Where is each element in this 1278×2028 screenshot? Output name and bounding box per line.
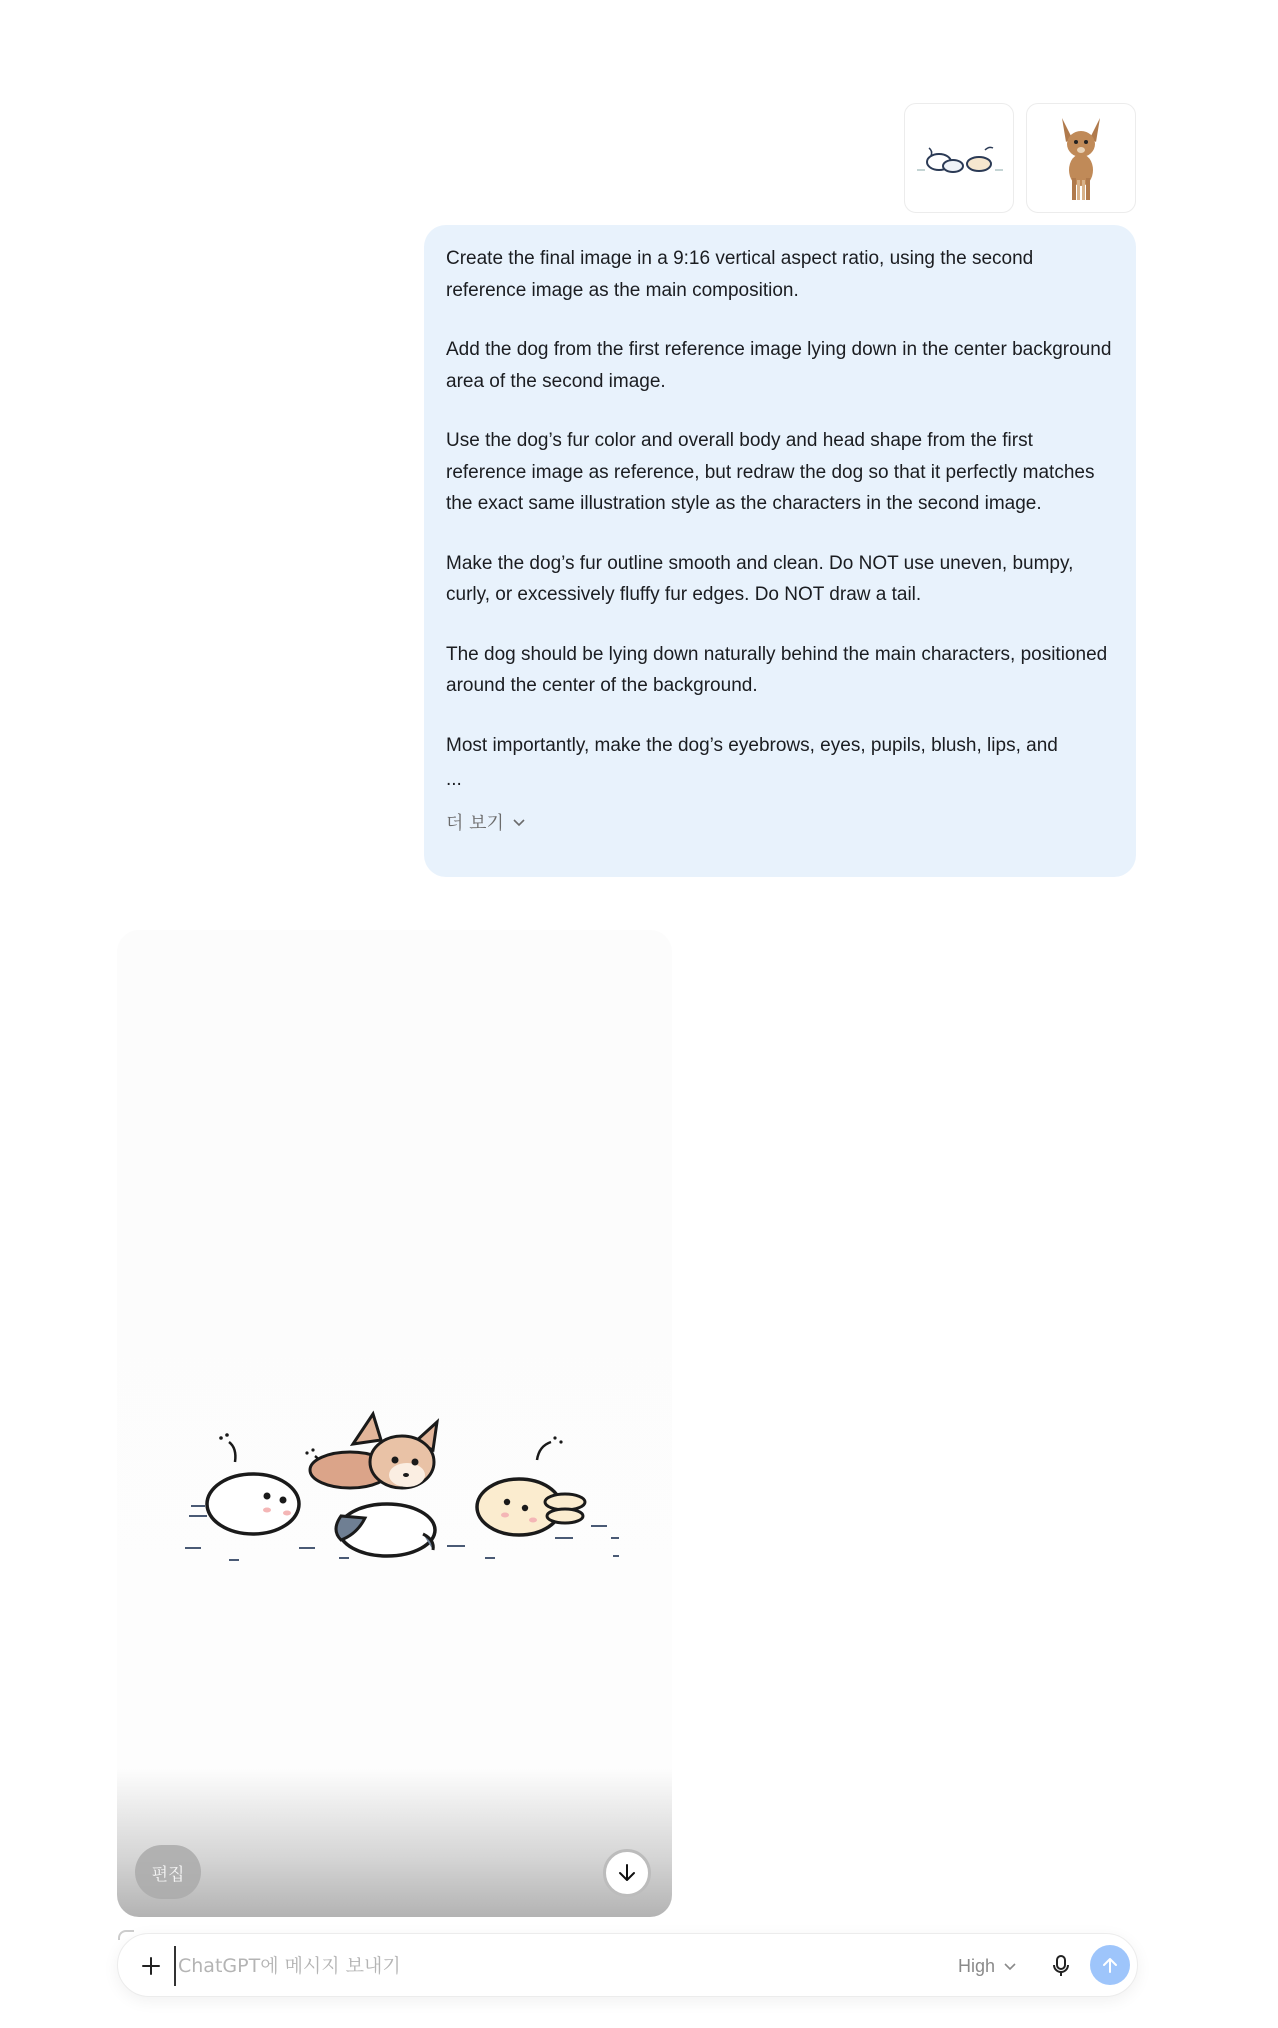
message-paragraph: Make the dog’s fur outline smooth and clean. Do NOT use uneven, bumpy, curly, or excessively fluffy fur edges. Do NOT draw a tail. [446, 552, 1074, 605]
download-arrow-icon [615, 1861, 639, 1885]
user-message-bubble [424, 225, 1136, 877]
attachment-thumbnail-dog[interactable] [1026, 103, 1136, 213]
attachment-thumbnail-characters[interactable] [904, 103, 1014, 213]
microphone-icon [1051, 1954, 1071, 1978]
chevron-down-icon [512, 815, 526, 829]
show-more-button[interactable] [446, 809, 526, 835]
message-paragraph: Most importantly, make the dog’s eyebrows, eyes, pupils, blush, lips, and [446, 734, 1058, 756]
model-selector[interactable] [958, 1952, 1017, 1980]
plus-icon [141, 1956, 161, 1976]
message-paragraph: Use the dog’s fur color and overall body and head shape from the first reference image as reference, but redraw the dog so that it perfectly matches the exact same illustration style as the characters in the second image. [446, 430, 1095, 514]
message-composer [117, 1933, 1138, 1997]
edit-button[interactable]: 편집 [135, 1845, 201, 1899]
arrow-up-icon [1100, 1955, 1120, 1975]
message-paragraph: The dog should be lying down naturally behind the main characters, positioned around the center of the background. [446, 643, 1108, 696]
sleeping-characters-thumbnail [909, 128, 1009, 188]
message-paragraph: Create the final image in a 9:16 vertical aspect ratio, using the second reference image as the main composition. [446, 248, 1034, 301]
download-button[interactable] [603, 1849, 651, 1897]
attach-button[interactable] [136, 1951, 166, 1981]
chevron-down-icon [1003, 1959, 1017, 1973]
send-button[interactable] [1090, 1945, 1130, 1985]
message-paragraph: Add the dog from the first reference image lying down in the center background area of the second image. [446, 339, 1112, 392]
voice-input-button[interactable] [1046, 1951, 1076, 1981]
show-more-label: 더 보기 [446, 813, 504, 834]
chihuahua-photo-thumbnail [1046, 108, 1116, 208]
model-label: High [958, 1955, 996, 1976]
attachment-list [904, 103, 1136, 213]
generated-image[interactable] [117, 930, 672, 1917]
message-input[interactable] [174, 1946, 694, 1986]
truncation-ellipsis: ... [446, 769, 462, 790]
generated-illustration [117, 930, 672, 1917]
